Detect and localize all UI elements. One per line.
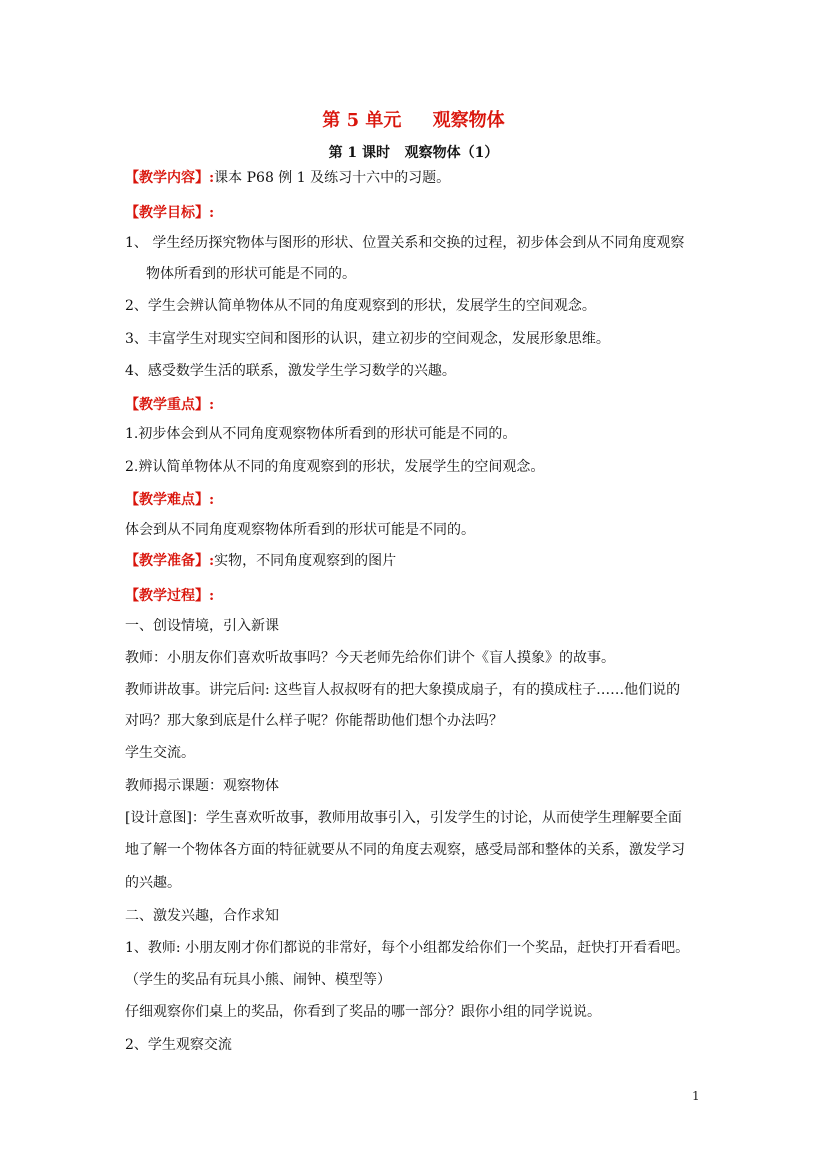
process-paragraph-1: 教师：小朋友你们喜欢听故事吗？今天老师先给你们讲个《盲人摸象》的故事。 — [125, 650, 615, 666]
objectives-heading: 【教学目标】: — [125, 205, 215, 221]
process-paragraph-7: （学生的奖品有玩具小熊、闹钟、模型等） — [125, 972, 391, 988]
process-paragraph-3: 学生交流。 — [125, 745, 195, 761]
design-intent-line-3: 的兴趣。 — [125, 875, 181, 891]
difficulties-text: 体会到从不同角度观察物体所看到的形状可能是不同的。 — [125, 522, 475, 538]
page-number: 1 — [692, 1089, 700, 1103]
process-section-1: 一、创设情境，引入新课 — [125, 618, 279, 634]
objective-2: 2、学生会辨认简单物体从不同的角度观察到的形状，发展学生的空间观念。 — [125, 298, 596, 314]
difficulties-heading: 【教学难点】: — [125, 492, 215, 508]
objective-1-line-2: 物体所看到的形状可能是不同的。 — [146, 266, 356, 282]
preparation-text: 实物，不同角度观察到的图片 — [214, 553, 397, 569]
objective-4: 4、感受数学生活的联系，激发学生学习数学的兴趣。 — [125, 363, 456, 379]
objective-1-line-1: 1、 学生经历探究物体与图形的形状、位置关系和交换的过程，初步体会到从不同角度观察 — [125, 235, 685, 251]
key-point-1: 1.初步体会到从不同角度观察物体所看到的形状可能是不同的。 — [125, 426, 517, 442]
process-heading: 【教学过程】: — [125, 588, 215, 604]
process-paragraph-6: 1、教师: 小朋友刚才你们都说的非常好，每个小组都发给你们一个奖品，赶快打开看看吧。 — [125, 940, 690, 956]
process-paragraph-9: 2、学生观察交流 — [125, 1037, 232, 1053]
lesson-title: 第 1 课时 观察物体（1） — [328, 145, 499, 161]
key-points-heading: 【教学重点】: — [125, 397, 215, 413]
process-paragraph-2-line-1: 教师讲故事。讲完后问: 这些盲人叔叔呀有的把大象摸成扇子，有的摸成柱子……他们说的 — [125, 682, 681, 698]
process-paragraph-4: 教师揭示课题：观察物体 — [125, 778, 279, 794]
design-intent-line-2: 地了解一个物体各方面的特征就要从不同的角度去观察，感受局部和整体的关系，激发学习 — [125, 842, 685, 858]
preparation-line — [125, 551, 396, 571]
objective-3: 3、丰富学生对现实空间和图形的认识，建立初步的空间观念，发展形象思维。 — [125, 331, 610, 347]
teaching-content-heading: 【教学内容】: — [125, 170, 215, 186]
design-intent-line-1: [设计意图]：学生喜欢听故事，教师用故事引入，引发学生的讨论，从而使学生理解要全面 — [125, 810, 682, 826]
unit-title: 第 5 单元 观察物体 — [322, 110, 505, 131]
process-paragraph-2-line-2: 对吗？那大象到底是什么样子呢？你能帮助他们想个办法吗？ — [125, 713, 503, 729]
preparation-heading: 【教学准备】: — [125, 553, 215, 569]
process-section-2: 二、激发兴趣，合作求知 — [125, 908, 279, 924]
teaching-content-text: 课本 P68 例 1 及练习十六中的习题。 — [214, 170, 451, 186]
process-paragraph-8: 仔细观察你们桌上的奖品，你看到了奖品的哪一部分？跟你小组的同学说说。 — [125, 1004, 601, 1020]
teaching-content-line — [125, 168, 450, 188]
key-point-2: 2.辨认简单物体从不同的角度观察到的形状，发展学生的空间观念。 — [125, 459, 545, 475]
